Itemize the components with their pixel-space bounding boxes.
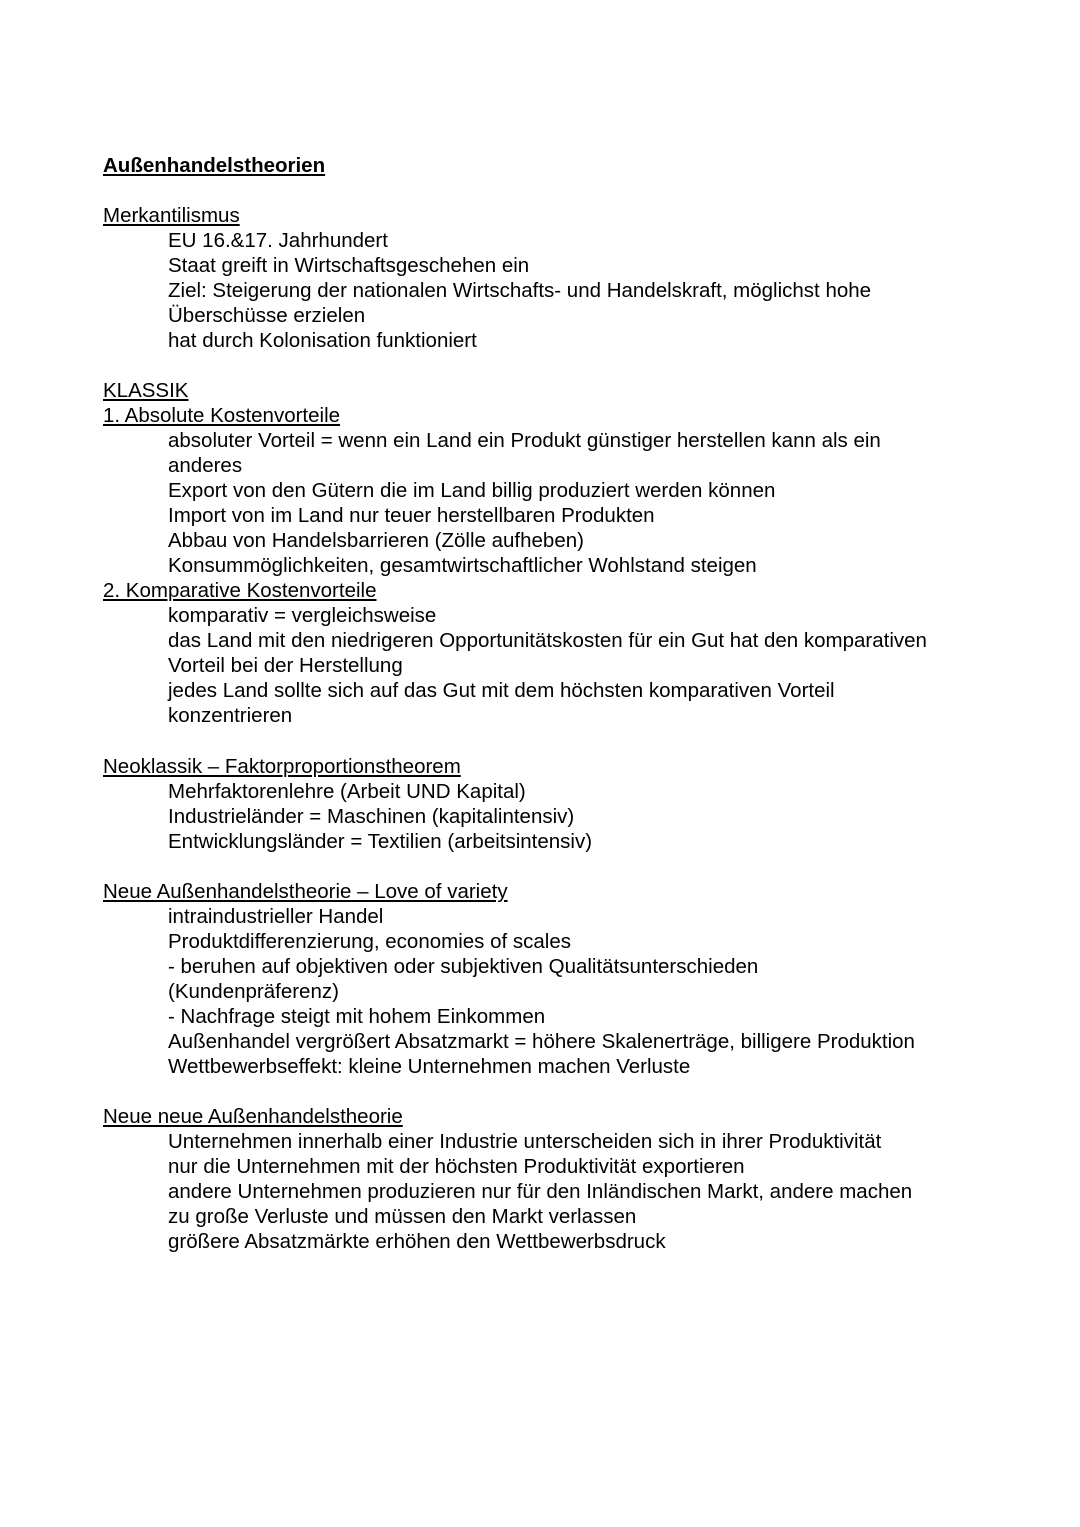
text-line: komparativ = vergleichsweise bbox=[168, 604, 437, 627]
section-neue-aussenhandelstheorie bbox=[103, 879, 1003, 1079]
section-heading: KLASSIK bbox=[103, 379, 189, 402]
text-line: andere Unternehmen produzieren nur für den Inländischen Markt, andere machen bbox=[168, 1180, 913, 1203]
text-line: Wettbewerbseffekt: kleine Unternehmen machen Verluste bbox=[168, 1055, 691, 1078]
text-line: das Land mit den niedrigeren Opportunitätskosten für ein Gut hat den komparativen bbox=[168, 629, 927, 652]
section-heading: Neue Außenhandelstheorie – Love of variety bbox=[103, 880, 508, 903]
section-neoklassik bbox=[103, 754, 1003, 854]
section-merkantilismus bbox=[103, 203, 1003, 353]
text-line: größere Absatzmärkte erhöhen den Wettbewerbsdruck bbox=[168, 1230, 666, 1253]
text-line: Export von den Gütern die im Land billig produziert werden können bbox=[168, 479, 776, 502]
text-line: - beruhen auf objektiven oder subjektiven Qualitätsunterschieden bbox=[168, 955, 759, 978]
page-title: Außenhandelstheorien bbox=[103, 154, 326, 177]
text-line: Import von im Land nur teuer herstellbaren Produkten bbox=[168, 504, 655, 527]
text-line: Außenhandel vergrößert Absatzmarkt = höhere Skalenerträge, billigere Produktion bbox=[168, 1030, 915, 1053]
section-neue-neue-aussenhandelstheorie bbox=[103, 1104, 1003, 1254]
text-line: Abbau von Handelsbarrieren (Zölle aufheben) bbox=[168, 529, 584, 552]
subsection-heading-absolute: 1. Absolute Kostenvorteile bbox=[103, 404, 341, 427]
text-line: konzentrieren bbox=[168, 704, 293, 727]
text-line: Entwicklungsländer = Textilien (arbeitsintensiv) bbox=[168, 830, 593, 853]
text-line: zu große Verluste und müssen den Markt verlassen bbox=[168, 1205, 637, 1228]
text-line: EU 16.&17. Jahrhundert bbox=[168, 229, 388, 252]
text-line: Konsummöglichkeiten, gesamtwirtschaftlicher Wohlstand steigen bbox=[168, 554, 757, 577]
text-line: absoluter Vorteil = wenn ein Land ein Produkt günstiger herstellen kann als ein bbox=[168, 429, 881, 452]
text-line: Überschüsse erzielen bbox=[168, 304, 366, 327]
section-heading: Neue neue Außenhandelstheorie bbox=[103, 1105, 403, 1128]
text-line: intraindustrieller Handel bbox=[168, 905, 384, 928]
text-line: Staat greift in Wirtschaftsgeschehen ein bbox=[168, 254, 530, 277]
section-heading: Neoklassik – Faktorproportionstheorem bbox=[103, 755, 461, 778]
text-line: Unternehmen innerhalb einer Industrie unterscheiden sich in ihrer Produktivität bbox=[168, 1130, 882, 1153]
section-heading: Merkantilismus bbox=[103, 204, 240, 227]
text-line: - Nachfrage steigt mit hohem Einkommen bbox=[168, 1005, 546, 1028]
subsection-heading-komparativ: 2. Komparative Kostenvorteile bbox=[103, 579, 377, 602]
text-line: jedes Land sollte sich auf das Gut mit dem höchsten komparativen Vorteil bbox=[168, 679, 835, 702]
text-line: Ziel: Steigerung der nationalen Wirtschafts- und Handelskraft, möglichst hohe bbox=[168, 279, 872, 302]
text-line: (Kundenpräferenz) bbox=[168, 980, 339, 1003]
text-line: anderes bbox=[168, 454, 243, 477]
text-line: hat durch Kolonisation funktioniert bbox=[168, 329, 477, 352]
section-klassik bbox=[103, 378, 1003, 728]
text-line: Industrieländer = Maschinen (kapitalintensiv) bbox=[168, 805, 575, 828]
text-line: nur die Unternehmen mit der höchsten Produktivität exportieren bbox=[168, 1155, 745, 1178]
text-line: Produktdifferenzierung, economies of scales bbox=[168, 930, 572, 953]
text-line: Mehrfaktorenlehre (Arbeit UND Kapital) bbox=[168, 780, 526, 803]
text-line: Vorteil bei der Herstellung bbox=[168, 654, 403, 677]
